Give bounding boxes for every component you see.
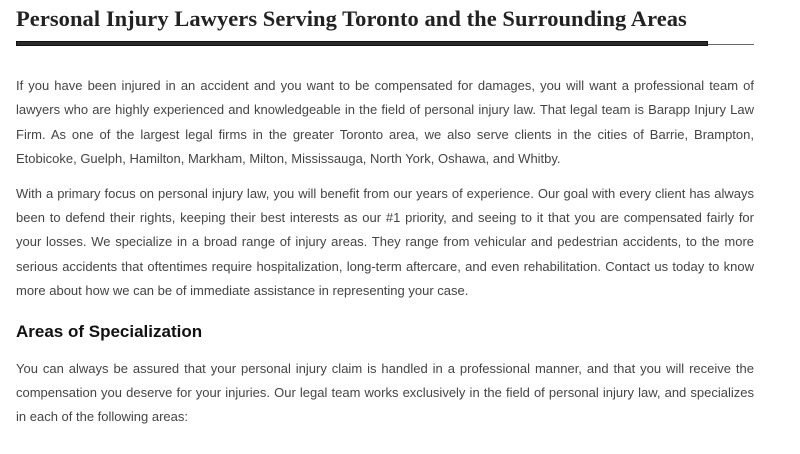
page-title: Personal Injury Lawyers Serving Toronto and the Surrounding Areas (16, 6, 687, 31)
title-divider-thick (16, 41, 708, 46)
title-divider (16, 40, 754, 48)
section-heading: Areas of Specialization (16, 321, 203, 341)
focus-paragraph: With a primary focus on personal injury law, you will benefit from our years of experience. Our goal with every client has always been to defend their rights, keeping their best interests as our #1 priority, and seeing to it that you are compensated fairly for your losses. We specialize in a broad range of injury areas. They range from vehicular and pedestrian accidents, to the more serious accidents that oftentimes require hospitalization, long-term aftercare, and even rehabilitation. Contact us today to know more about how we can be of immediate assistance in representing your case. (16, 185, 754, 299)
title-divider-thin (708, 44, 754, 45)
intro-paragraph: If you have been injured in an accident and you want to be compensated for damages, you will want a professional team of lawyers who are highly experienced and knowledgeable in the field of personal injury law. That legal team is Barapp Injury Law Firm. As one of the largest legal firms in the greater Toronto area, we also serve clients in the cities of Barrie, Brampton, Etobicoke, Guelph, Hamilton, Markham, Milton, Mississauga, North York, Oshawa, and Whitby. (16, 78, 754, 167)
article-content (16, 0, 754, 430)
specialization-paragraph: You can always be assured that your personal injury claim is handled in a professional manner, and that you will receive the compensation you deserve for your injuries. Our legal team works exclusively in the field of personal injury law, and specializes in each of the following areas: (16, 360, 754, 425)
